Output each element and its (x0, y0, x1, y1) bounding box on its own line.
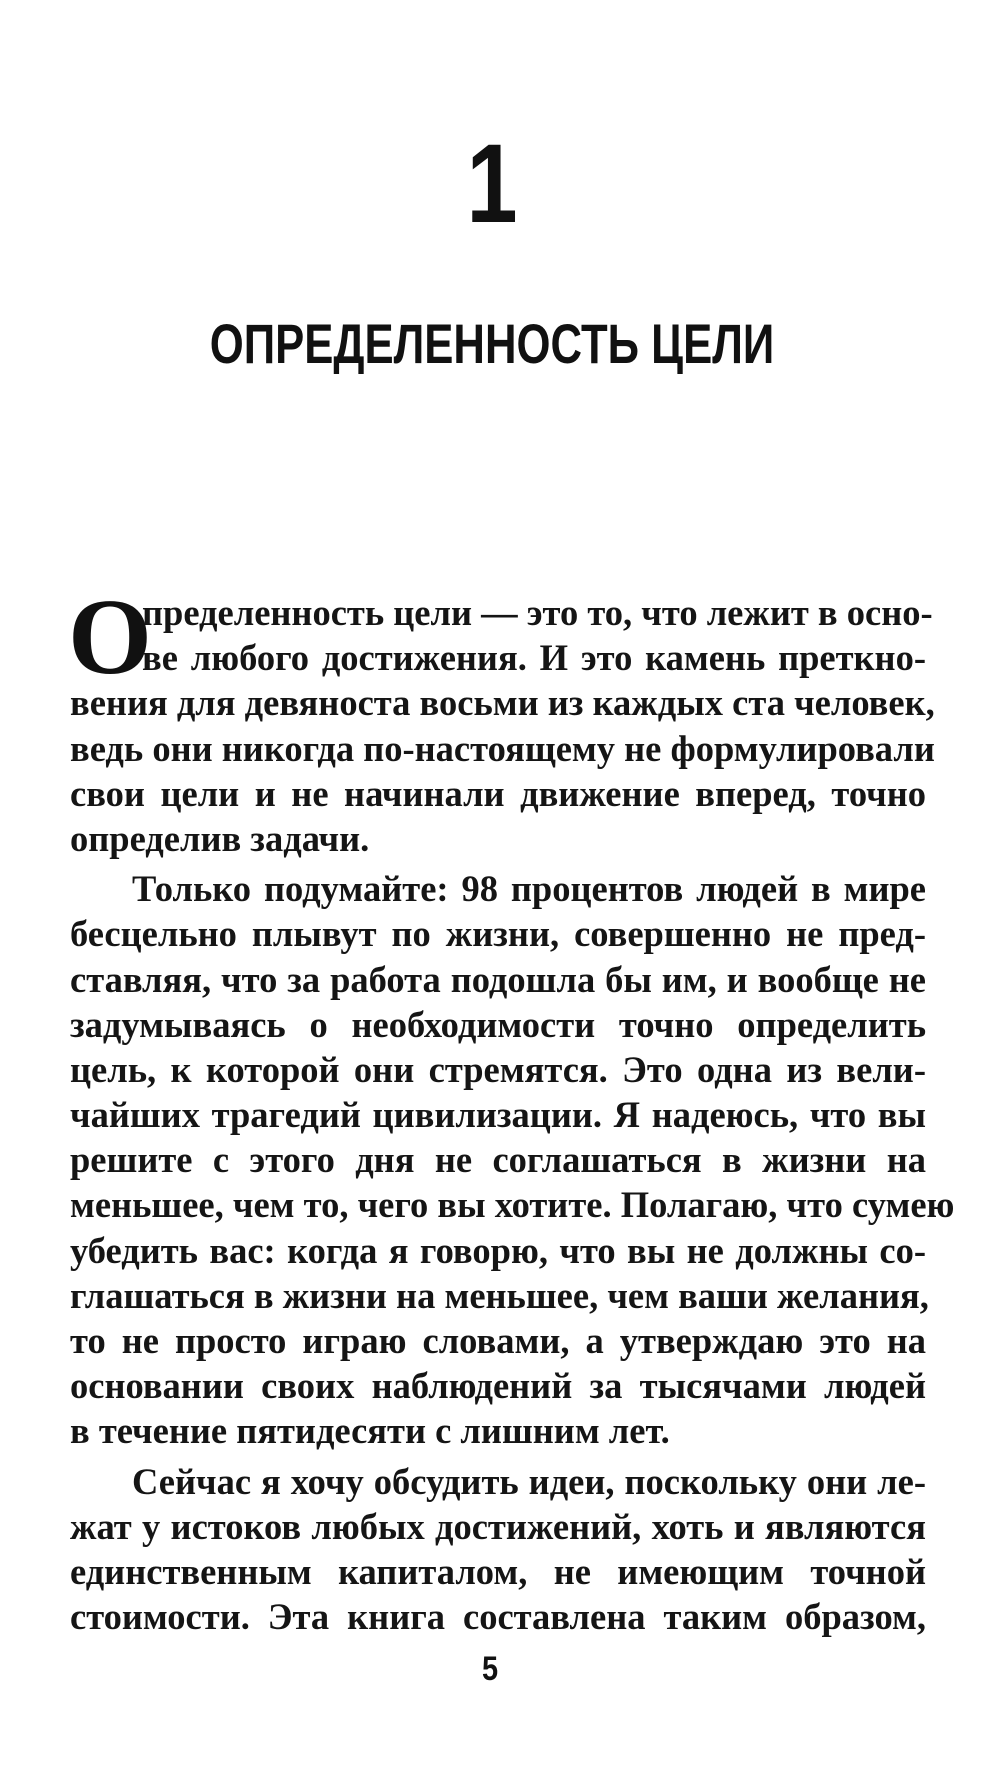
text-line: ставляя, что за работа подошла бы им, и вообще не (70, 958, 926, 1000)
text-line: чайших трагедий цивилизации. Я надеюсь, что вы (70, 1094, 926, 1136)
text-line: задумываясь о необходимости точно определить (70, 1003, 926, 1045)
text-line: стоимости. Эта книга составлена таким образом, (70, 1596, 926, 1638)
paragraph-1 (68, 578, 935, 861)
drop-cap: О (68, 578, 153, 697)
text-line: бесцельно плывут по жизни, совершенно не пред- (70, 913, 926, 955)
text-line: то не просто играю словами, а утверждаю это на (70, 1320, 926, 1361)
text-line: решите с этого дня не соглашаться в жизни на (70, 1139, 926, 1181)
page-number: 5 (481, 1650, 499, 1688)
text-line: ве любого достижения. И это камень преткно- (142, 637, 926, 679)
text-line: в течение пятидесяти с лишним лет. (70, 1410, 670, 1452)
chapter-number: 1 (466, 121, 518, 246)
text-line: меньшее, чем то, чего вы хотите. Полагаю, что сумею (70, 1184, 955, 1226)
text-line-content: пределенность цели — это то, что лежит в осно- (142, 592, 933, 633)
paragraph-2 (70, 866, 955, 1453)
text-line: основании своих наблюдений за тысячами людей (70, 1365, 926, 1407)
text-line: глашаться в жизни на меньшее, чем ваши желания, (70, 1274, 929, 1316)
text-line: единственным капиталом, не имеющим точной (70, 1550, 926, 1592)
text-line: Сейчас я хочу обсудить идеи, поскольку они ле- (132, 1460, 926, 1502)
body-text (68, 578, 955, 1639)
text-line: Только подумайте: 98 процентов людей в мире (132, 868, 926, 910)
text-line: жат у истоков любых достижений, хоть и являются (70, 1505, 926, 1547)
text-line: цель, к которой они стремятся. Это одна из вели- (70, 1048, 926, 1090)
text-line: ведь они никогда по-настоящему не формулировали (70, 727, 935, 769)
text-line: определив задачи. (70, 817, 370, 859)
text-line: убедить вас: когда я говорю, что вы не должны со- (70, 1229, 926, 1271)
text-line: свои цели и не начинали движение вперед, точно (70, 772, 926, 814)
paragraph-3 (70, 1459, 926, 1640)
chapter-title: ОПРЕДЕЛЕННОСТЬ ЦЕЛИ (209, 312, 775, 375)
text-line: вения для девяноста восьми из каждых ста человек, (70, 682, 935, 724)
